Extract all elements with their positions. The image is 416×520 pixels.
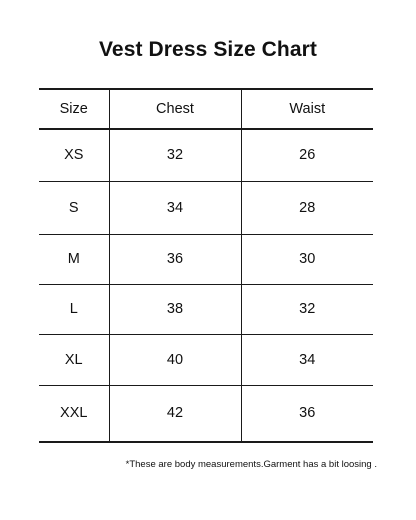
- cell-waist: 32: [241, 284, 373, 334]
- cell-size: XL: [64, 351, 83, 368]
- cell-chest: 42: [109, 385, 241, 442]
- cell-chest: 32: [109, 129, 241, 181]
- cell-waist: 34: [241, 334, 373, 385]
- table-row: [39, 334, 373, 385]
- cell-size: S: [68, 199, 79, 216]
- cell-waist: 30: [241, 234, 373, 284]
- cell-waist: 28: [241, 181, 373, 234]
- cell-size: L: [69, 301, 78, 317]
- size-chart-table: [39, 88, 373, 443]
- cell-waist: 26: [241, 129, 373, 181]
- table-row: [39, 284, 373, 334]
- cell-size: XS: [64, 147, 84, 164]
- header-waist: Waist: [241, 89, 373, 129]
- cell-size: M: [67, 251, 80, 267]
- cell-chest: 40: [109, 334, 241, 385]
- table-row: [39, 181, 373, 234]
- cell-waist: 36: [241, 385, 373, 442]
- cell-chest: 36: [109, 234, 241, 284]
- footnote: *These are body measurements.Garment has a bit loosing .: [125, 459, 377, 470]
- header-size: Size: [59, 101, 88, 117]
- table-row: [39, 385, 373, 442]
- cell-size: XXL: [60, 405, 88, 422]
- table-header-row: [39, 89, 373, 129]
- table-row: [39, 129, 373, 181]
- cell-chest: 34: [109, 181, 241, 234]
- page-title: Vest Dress Size Chart: [98, 38, 318, 61]
- header-chest: Chest: [109, 89, 241, 129]
- table-row: [39, 234, 373, 284]
- cell-chest: 38: [109, 284, 241, 334]
